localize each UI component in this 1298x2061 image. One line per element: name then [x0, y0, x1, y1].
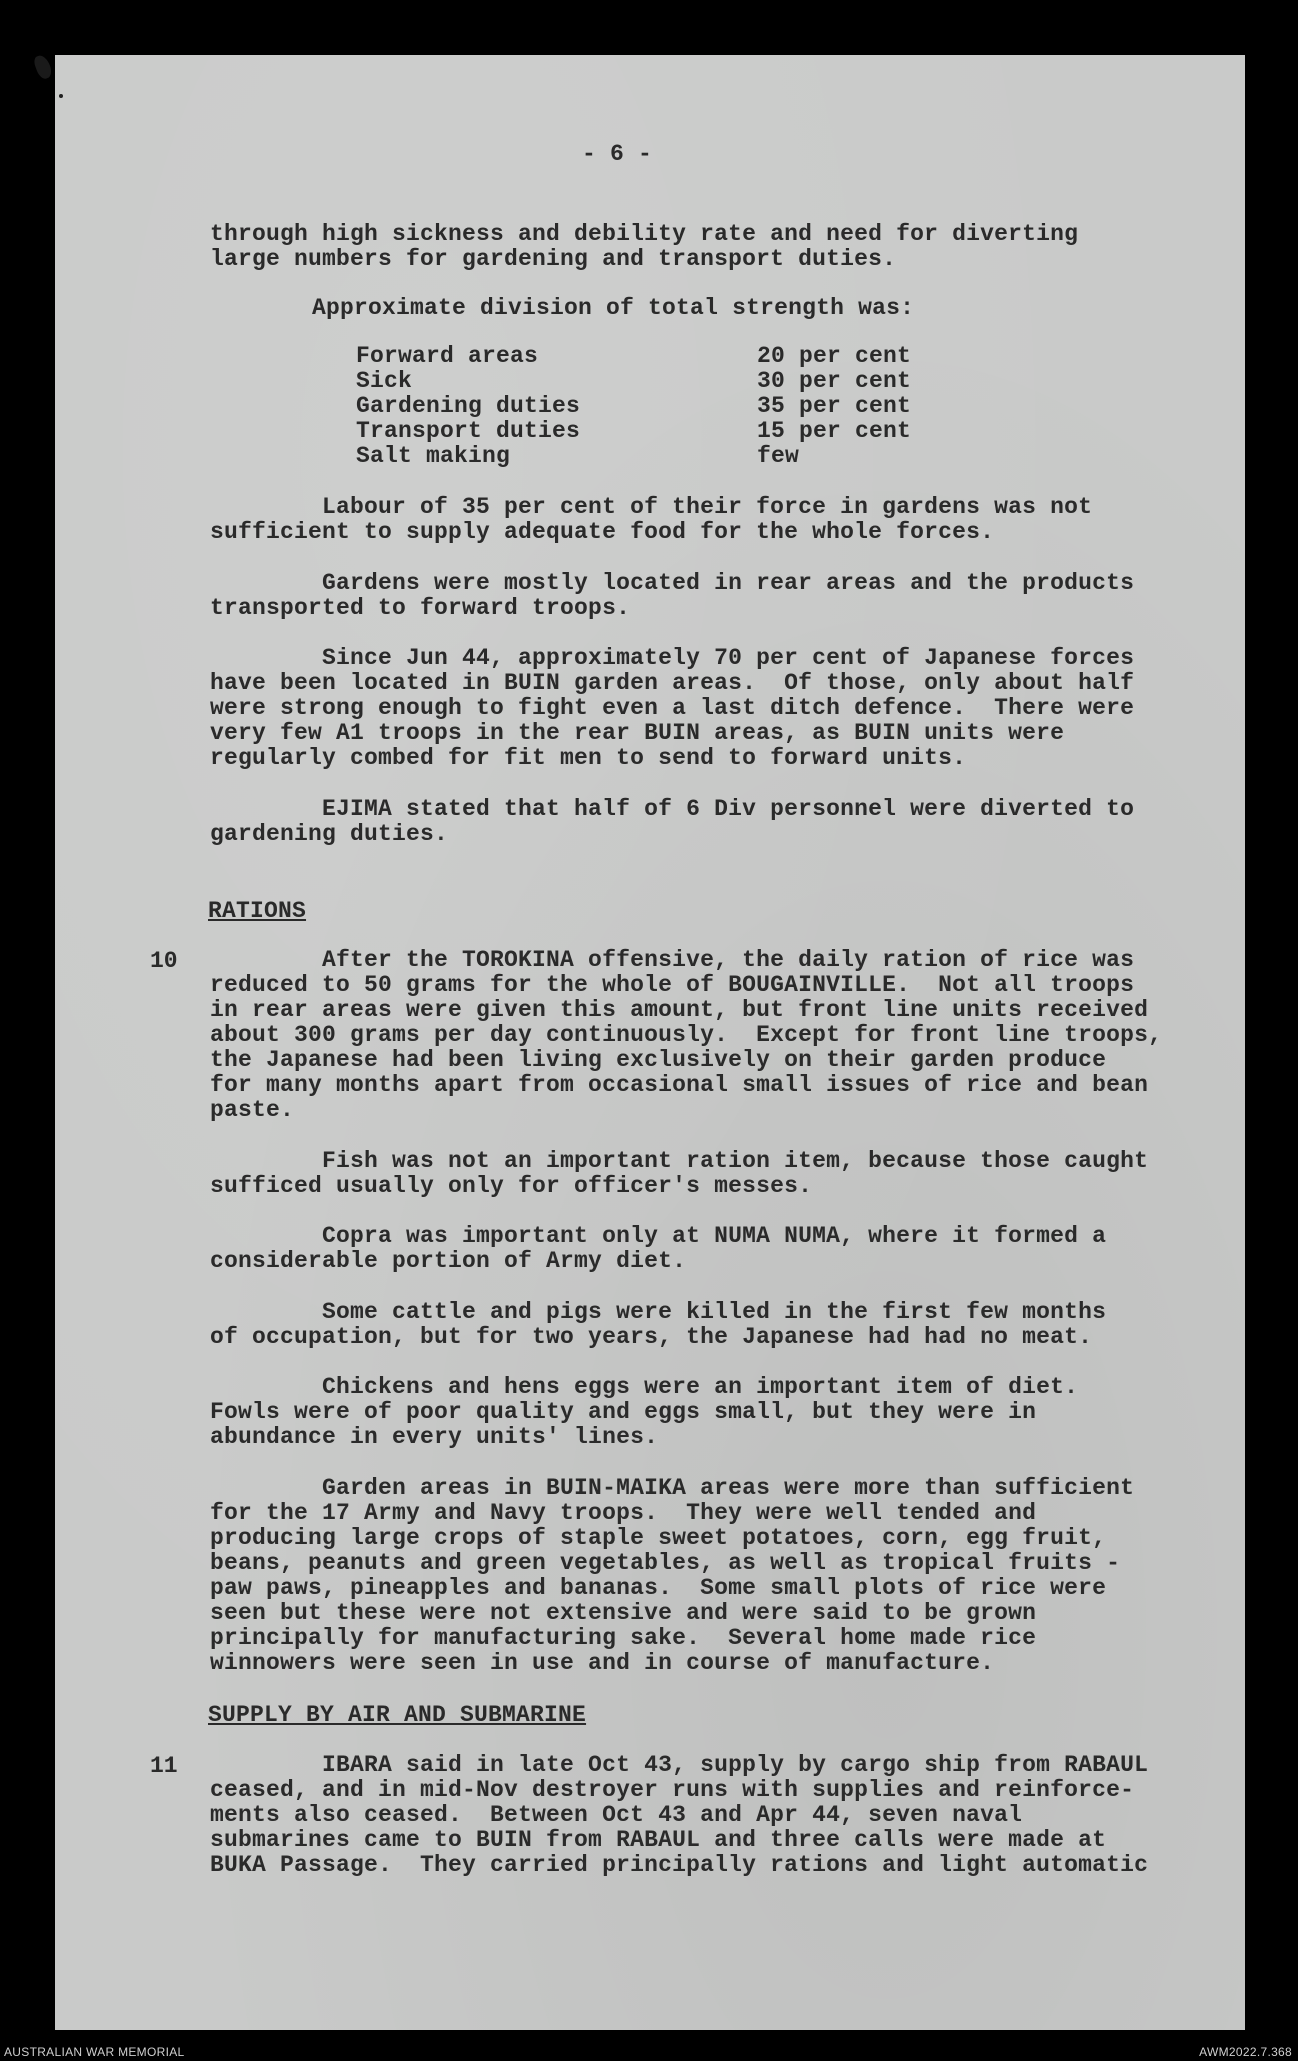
paragraph-chickens: Chickens and hens eggs were an important item of diet. Fowls were of poor quality and eggs small, but they were in abundance in every units' lines.	[210, 1374, 1079, 1450]
ink-blot	[32, 53, 53, 80]
paragraph-copra: Copra was important only at NUMA NUMA, where it formed a considerable portion of Army diet.	[210, 1223, 1107, 1274]
paragraph-since: Since Jun 44, approximately 70 per cent of Japanese forces have been located in BUIN garden areas. Of those, only about half were strong enough to fight even a last ditch defence. There were very few A1 troops in the rear BUIN areas, as BUIN units were regularly combed for fit men to send to forward units.	[210, 645, 1135, 771]
ink-dot	[59, 94, 63, 98]
paragraph-number: 11	[150, 1753, 178, 1779]
division-label: Gardening duties	[356, 393, 581, 419]
division-value: 30 per cent	[757, 368, 912, 394]
footer-reference: AWM2022.7.368	[1199, 2045, 1292, 2059]
paragraph-ejima: EJIMA stated that half of 6 Div personnel were diverted to gardening duties.	[210, 796, 1135, 847]
division-label: Sick	[356, 368, 413, 394]
page-number: - 6 -	[582, 141, 653, 167]
heading-rations: RATIONS	[208, 898, 307, 924]
division-value: 20 per cent	[757, 343, 912, 369]
paragraph-10: After the TOROKINA offensive, the daily ration of rice was reduced to 50 grams for the whole of BOUGAINVILLE. Not all troops in rear areas were given this amount, but front line units received about 300 grams per day continuously. Except for front line troops, the Japanese had been living exclusively on their garden produce for many months apart from occasional small issues of rice and bean paste.	[210, 947, 1163, 1123]
division-intro: Approximate division of total strength was:	[312, 295, 915, 321]
paragraph-garden-areas: Garden areas in BUIN-MAIKA areas were more than sufficient for the 17 Army and Navy troops. They were well tended and producing large crops of staple sweet potatoes, corn, egg fruit, beans, peanuts and green vegetables, as well as tropical fruits - paw paws, pineapples and bananas. Some small plots of rice were seen but these were not extensive and were said to be grown principally for manufacturing sake. Several home made rice winnowers were seen in use and in course of manufacture.	[210, 1475, 1135, 1676]
footer-credit: AUSTRALIAN WAR MEMORIAL	[4, 2045, 185, 2059]
paragraph-11: IBARA said in late Oct 43, supply by cargo ship from RABAUL ceased, and in mid-Nov destroyer runs with supplies and reinforce- ments also ceased. Between Oct 43 and Apr 44, seven naval submarines came to BUIN from RABAUL and three calls were made at BUKA Passage. They carried principally rations and light automatic	[210, 1752, 1149, 1878]
division-value: few	[757, 443, 800, 469]
division-label: Salt making	[356, 443, 511, 469]
paragraph-labour: Labour of 35 per cent of their force in gardens was not sufficient to supply adequate food for the whole forces.	[210, 494, 1093, 545]
division-value: 35 per cent	[757, 393, 912, 419]
paragraph-fish: Fish was not an important ration item, because those caught sufficed usually only for officer's messes.	[210, 1148, 1149, 1199]
heading-supply: SUPPLY BY AIR AND SUBMARINE	[208, 1702, 587, 1728]
paragraph-cattle: Some cattle and pigs were killed in the first few months of occupation, but for two years, the Japanese had had no meat.	[210, 1299, 1107, 1350]
division-value: 15 per cent	[757, 418, 912, 444]
paragraph-intro: through high sickness and debility rate and need for diverting large numbers for gardening and transport duties.	[210, 221, 1079, 272]
paragraph-gardens: Gardens were mostly located in rear areas and the products transported to forward troops.	[210, 570, 1135, 621]
division-label: Forward areas	[356, 343, 539, 369]
division-label: Transport duties	[356, 418, 581, 444]
paragraph-number: 10	[150, 948, 178, 974]
